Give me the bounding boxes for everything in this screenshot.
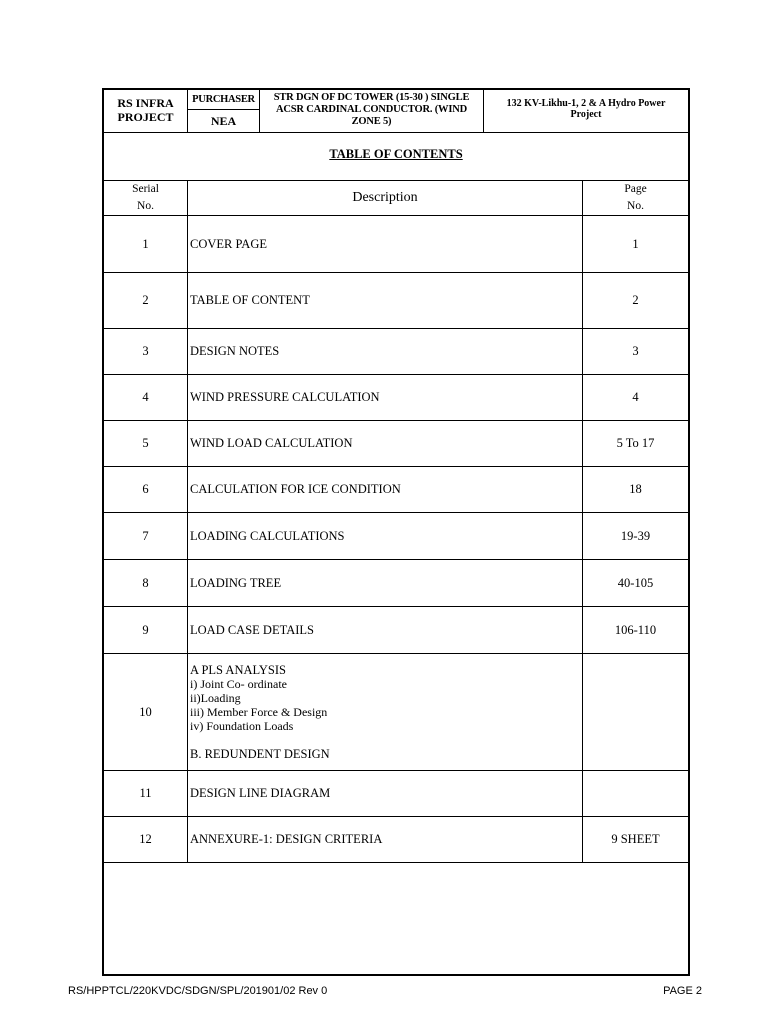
row-description: WIND PRESSURE CALCULATION: [188, 375, 583, 420]
row-description-line: i) Joint Co- ordinate: [190, 677, 287, 691]
organization-name: [104, 90, 188, 132]
row-serial: 12: [104, 817, 188, 862]
column-header-serial: [104, 180, 188, 215]
row-page: 40-105: [617, 575, 654, 590]
row-description: WIND LOAD CALCULATION: [188, 421, 583, 466]
table-row: [104, 421, 688, 467]
row-page: 4: [632, 390, 639, 404]
table-row: [104, 467, 688, 513]
row-serial: 7: [104, 513, 188, 559]
row-serial: 5: [104, 421, 188, 466]
row-description: CALCULATION FOR ICE CONDITION: [188, 467, 583, 512]
purchaser-value: NEA: [188, 110, 260, 132]
table-row: [104, 329, 688, 375]
row-description: TABLE OF CONTENT: [188, 273, 583, 328]
table-row: [104, 216, 688, 273]
row-page: 5 To 17: [616, 436, 655, 450]
row-serial: 3: [104, 329, 188, 374]
row-description: DESIGN LINE DIAGRAM: [188, 771, 583, 816]
table-row: [104, 375, 688, 421]
column-header-page-line-1: Page: [624, 182, 647, 195]
table-row: [104, 817, 688, 863]
row-description-line: ii)Loading: [190, 691, 241, 705]
purchaser-label: PURCHASER: [188, 90, 260, 110]
document-title: STR DGN OF DC TOWER (15-30 ) SINGLE ACSR CARDINAL CONDUCTOR. (WIND ZONE 5): [260, 90, 484, 132]
footer-document-reference: RS/HPPTCL/220KVDC/SDGN/SPL/201901/02 Rev 0: [68, 985, 328, 997]
row-description-line: A PLS ANALYSIS: [190, 663, 286, 677]
table-row: [104, 771, 688, 817]
row-page: [583, 654, 688, 770]
table-row: [104, 273, 688, 329]
row-serial: 2: [104, 273, 188, 328]
row-description: COVER PAGE: [188, 216, 583, 272]
row-page: 2: [632, 293, 639, 307]
row-description: LOADING CALCULATIONS: [188, 513, 583, 559]
row-serial: 8: [104, 560, 188, 606]
row-page: 19-39: [620, 528, 651, 543]
row-description-line: B. REDUNDENT DESIGN: [190, 747, 330, 761]
row-page: 106-110: [614, 622, 657, 637]
table-row: [104, 654, 688, 771]
org-line-1: RS INFRA: [117, 96, 174, 110]
row-description: LOADING TREE: [188, 560, 583, 606]
toc-title-text: TABLE OF CONTENTS: [329, 147, 463, 161]
header-block: [104, 90, 688, 133]
row-page: [583, 771, 688, 816]
row-serial: 10: [104, 654, 188, 770]
footer-page-number: PAGE 2: [663, 985, 702, 997]
project-name: 132 KV-Likhu-1, 2 & A Hydro Power Project: [506, 98, 666, 120]
column-header-page: [583, 180, 688, 215]
row-page: 3: [632, 344, 639, 358]
table-column-headers: [104, 180, 688, 216]
table-row: [104, 607, 688, 654]
row-page: 1: [632, 236, 639, 251]
table-row: [104, 513, 688, 560]
row-description: LOAD CASE DETAILS: [188, 607, 583, 653]
table-row: [104, 560, 688, 607]
row-page: 9 SHEET: [611, 832, 660, 846]
row-description: [188, 654, 583, 770]
row-serial: 11: [104, 771, 188, 816]
row-serial: 4: [104, 375, 188, 420]
column-header-serial-line-2: No.: [137, 199, 154, 212]
org-line-2: PROJECT: [117, 110, 174, 124]
row-serial: 9: [104, 607, 188, 653]
row-description: DESIGN NOTES: [188, 329, 583, 374]
document-sheet: [102, 88, 690, 976]
row-serial: 6: [104, 467, 188, 512]
column-header-description: Description: [188, 180, 583, 215]
column-header-serial-line-1: Serial: [132, 182, 159, 195]
column-header-page-line-2: No.: [627, 199, 644, 212]
row-serial: 1: [104, 216, 188, 272]
row-page: 18: [629, 482, 642, 496]
row-description-line: iii) Member Force & Design: [190, 705, 328, 719]
toc-title: [104, 132, 688, 181]
row-description: ANNEXURE-1: DESIGN CRITERIA: [188, 817, 583, 862]
row-description-line: iv) Foundation Loads: [190, 719, 294, 733]
